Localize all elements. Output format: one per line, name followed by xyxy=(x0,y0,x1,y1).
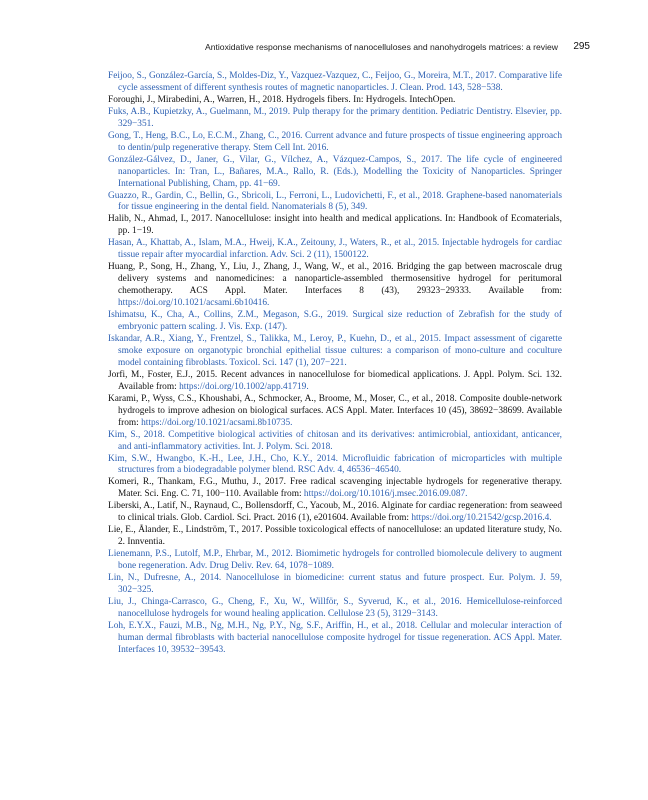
reference-text: Liberski, A., Latif, N., Raynaud, C., Bollensdorff, C., Yacoub, M., 2016. Alginate for cardiac regeneration: from seaweed to clinical trials. Glob. Cardiol. Sci. Pract. 2016 (1), e201604. Available from: xyxy=(108,501,562,524)
reference-entry[interactable] xyxy=(108,549,562,573)
reference-entry[interactable] xyxy=(108,430,562,454)
reference-text: Kim, S.W., Hwangbo, K.-H., Lee, J.H., Cho, K.Y., 2014. Microfluidic fabrication of microparticles with multiple structures from a biodegradable polymer blend. RSC Adv. 4, 46536−46540. xyxy=(108,453,562,476)
reference-text: Lienemann, P.S., Lutolf, M.P., Ehrbar, M., 2012. Biomimetic hydrogels for controlled biomolecule delivery to augment bone regeneration. Adv. Drug Deliv. Rev. 64, 1078−1089. xyxy=(108,549,562,572)
reference-text: Gong, T., Heng, B.C., Lo, E.C.M., Zhang, C., 2016. Current advance and future prospects of tissue engineering approach to dentin/pulp regenerative therapy. Stem Cell Int. 2016. xyxy=(108,130,562,153)
reference-text: Lie, E., Ålander, E., Lindström, T., 2017. Possible toxicological effects of nanocellulose: an updated literature study, No. 2. Innventia. xyxy=(108,525,562,548)
reference-entry[interactable] xyxy=(108,454,562,478)
reference-entry xyxy=(108,394,562,430)
running-title: Antioxidative response mechanisms of nanocelluloses and nanohydrogels matrices: a review xyxy=(204,42,558,52)
reference-entry xyxy=(108,214,562,238)
reference-entry xyxy=(108,501,562,525)
reference-text: Foroughi, J., Mirabedini, A., Warren, H., 2018. Hydrogels fibers. In: Hydrogels. IntechOpen. xyxy=(108,94,456,105)
running-header xyxy=(0,41,648,55)
reference-text: Karami, P., Wyss, C.S., Khoushabi, A., Schmocker, A., Broome, M., Moser, C., et al., 2018. Composite double-network hydrogels to improve adhesion on biological surfaces. ACS Appl. Mater. Interfaces 10 (45), 38692−38699. Available from: xyxy=(108,393,562,428)
reference-text: Iskandar, A.R., Xiang, Y., Frentzel, S., Talikka, M., Leroy, P., Kuehn, D., et al., 2015. Impact assessment of cigarette smoke exposure on organotypic bronchial epithelial tissue cultures: a comparison of mono-culture and coculture model containing fibroblasts. Toxicol. Sci. 147 (1), 207−221. xyxy=(108,333,562,368)
reference-text: Loh, E.Y.X., Fauzi, M.B., Ng, M.H., Ng, P.Y., Ng, S.F., Ariffin, H., et al., 2018. Cellular and molecular interaction of human dermal fibroblasts with bacterial nanocellulose composite hydrogel for tissue regeneration. ACS Appl. Mater. Interfaces 10, 39532−39543. xyxy=(108,620,562,655)
page-number: 295 xyxy=(573,41,590,52)
reference-entry xyxy=(108,525,562,549)
reference-text: Feijoo, S., González-García, S., Moldes-Diz, Y., Vazquez-Vazquez, C., Feijoo, G., Moreira, M.T., 2017. Comparative life cycle assessment of different synthesis routes of magnetic nanoparticles. J. Clean. Prod. 143, 528−538. xyxy=(108,71,562,93)
reference-text: Halib, N., Ahmad, I., 2017. Nanocellulose: insight into health and medical applications. In: Handbook of Ecomaterials, pp. 1−19. xyxy=(108,214,562,237)
reference-text: Komeri, R., Thankam, F.G., Muthu, J., 2017. Free radical scavenging injectable hydrogels for regenerative therapy. Mater. Sci. Eng. C. 71, 100−110. Available from: xyxy=(108,477,562,500)
reference-list xyxy=(108,71,562,657)
reference-entry[interactable] xyxy=(108,155,562,191)
reference-text: Hasan, A., Khattab, A., Islam, M.A., Hweij, K.A., Zeitouny, J., Waters, R., et al., 2015. Injectable hydrogels for cardiac tissue repair after myocardial infarction. Adv. Sci. 2 (11), 1500122. xyxy=(108,238,562,261)
reference-text: Kim, S., 2018. Competitive biological activities of chitosan and its derivatives: antimicrobial, antioxidant, anticancer, and anti-inflammatory activities. Int. J. Polym. Sci. 2018. xyxy=(108,429,562,452)
doi-link[interactable]: https://doi.org/10.1021/acsami.6b10416. xyxy=(118,298,270,309)
reference-text: Guazzo, R., Gardin, C., Bellin, G., Sbricoli, L., Ferroni, L., Ludovichetti, F., et al., 2018. Graphene-based nanomaterials for tissue engineering in the dental field. Nanomaterials 8 (5), 349. xyxy=(108,190,562,213)
reference-entry[interactable] xyxy=(108,191,562,215)
reference-entry[interactable] xyxy=(108,310,562,334)
reference-text: González-Gálvez, D., Janer, G., Vilar, G., Vílchez, A., Vázquez-Campos, S., 2017. The life cycle of engineered nanoparticles. In: Tran, L., Bañares, M.A., Rallo, R. (Eds.), Modelling the Toxicity of Nanoparticles. Springer International Publishing, Cham, pp. 41−69. xyxy=(108,154,562,189)
reference-entry xyxy=(108,370,562,394)
doi-link[interactable]: https://doi.org/10.1002/app.41719. xyxy=(179,381,309,392)
reference-text: Jorfi, M., Foster, E.J., 2015. Recent advances in nanocellulose for biomedical applications. J. Appl. Polym. Sci. 132. Available from: xyxy=(108,369,562,392)
reference-entry[interactable] xyxy=(108,131,562,155)
reference-text: Huang, P., Song, H., Zhang, Y., Liu, J., Zhang, J., Wang, W., et al., 2016. Bridging the gap between macroscale drug delivery systems and nanomedicines: a nanoparticle-assembled thermosensitive hydrogel for peritumoral chemotherapy. ACS Appl. Mater. Interfaces 8 (43), 29323−29333. Available from: xyxy=(108,262,562,297)
reference-text: Lin, N., Dufresne, A., 2014. Nanocellulose in biomedicine: current status and future prospect. Eur. Polym. J. 59, 302−325. xyxy=(108,573,562,595)
reference-entry[interactable] xyxy=(108,573,562,597)
reference-entry[interactable] xyxy=(108,597,562,621)
reference-text: Fuks, A.B., Kupietzky, A., Guelmann, M., 2019. Pulp therapy for the primary dentition. Pediatric Dentistry. Elsevier, pp. 329−351. xyxy=(108,106,562,129)
reference-entry xyxy=(108,95,562,107)
reference-text: Ishimatsu, K., Cha, A., Collins, Z.M., Megason, S.G., 2019. Surgical size reduction of Zebrafish for the study of embryonic pattern scaling. J. Vis. Exp. (147). xyxy=(108,310,562,333)
doi-link[interactable]: https://doi.org/10.1016/j.msec.2016.09.087. xyxy=(303,489,468,500)
reference-entry[interactable] xyxy=(108,71,562,95)
reference-text: Liu, J., Chinga-Carrasco, G., Cheng, F., Xu, W., Willför, S., Syverud, K., et al., 2016. Hemicellulose-reinforced nanocellulose hydrogels for wound healing application. Cellulose 23 (5), 3129−3143. xyxy=(108,596,562,619)
reference-entry xyxy=(108,477,562,501)
reference-entry[interactable] xyxy=(108,238,562,262)
doi-link[interactable]: https://doi.org/10.21542/gcsp.2016.4. xyxy=(411,513,552,524)
reference-entry[interactable] xyxy=(108,621,562,657)
doi-link[interactable]: https://doi.org/10.1021/acsami.8b10735. xyxy=(141,417,293,428)
reference-entry xyxy=(108,262,562,310)
reference-entry[interactable] xyxy=(108,107,562,131)
reference-entry[interactable] xyxy=(108,334,562,370)
